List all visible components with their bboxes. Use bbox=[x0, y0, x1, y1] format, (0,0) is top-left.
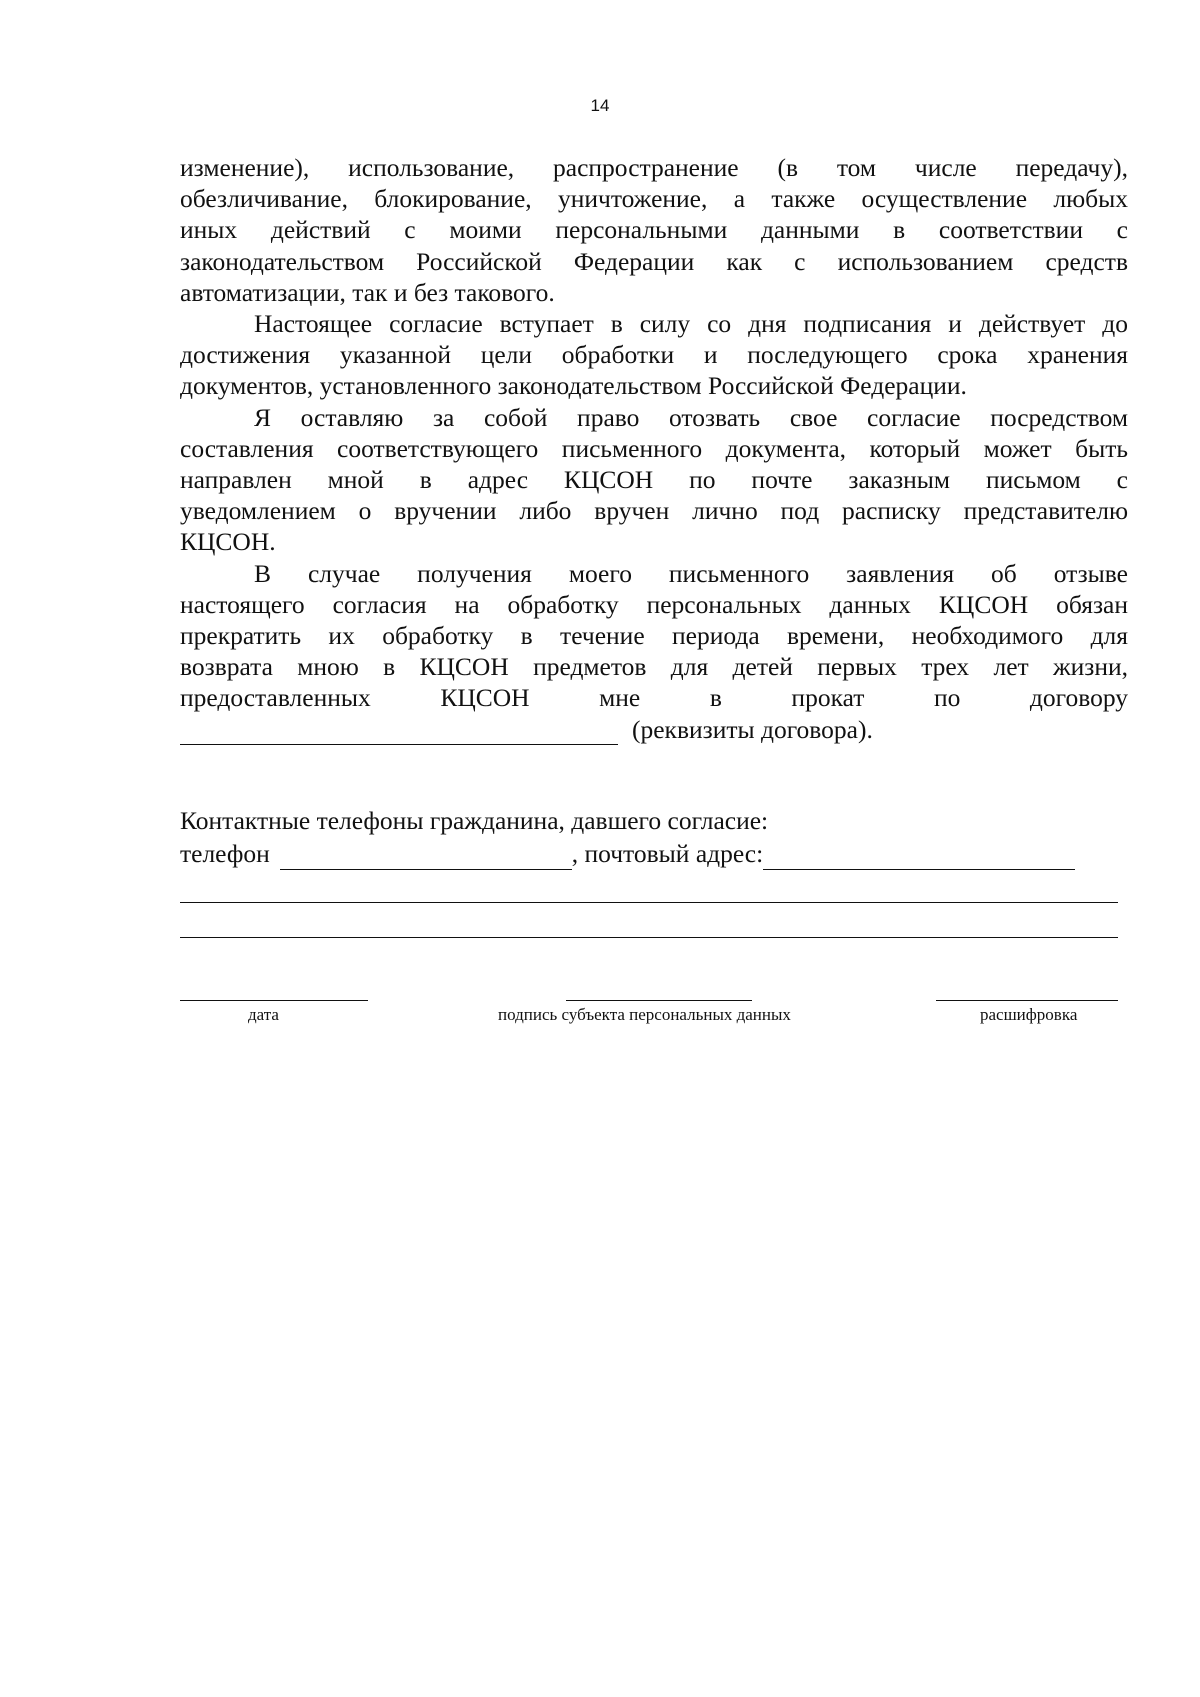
decoding-blank[interactable] bbox=[936, 1000, 1118, 1001]
contract-details-blank[interactable] bbox=[180, 720, 618, 745]
text-line: прекратить их обработку в течение периода времени, необходимого для bbox=[180, 621, 1128, 651]
address-blank[interactable] bbox=[763, 845, 1075, 870]
text-line: законодательством Российской Федерации как с использованием средств bbox=[180, 246, 1128, 276]
address-blank-line-3[interactable] bbox=[180, 937, 1118, 938]
text-line: документов, установленного законодательством Российской Федерации. bbox=[180, 371, 967, 401]
text-line: изменение), использование, распространение (в том числе передачу), bbox=[180, 153, 1128, 182]
paragraph-withdrawal bbox=[180, 402, 1128, 558]
text-line: Я оставляю за собой право отозвать свое согласие посредством bbox=[254, 402, 1128, 432]
phone-label: телефон bbox=[180, 839, 270, 868]
paragraph-termination bbox=[180, 558, 1128, 745]
text-line: иных действий с моими персональными данными в соответствии с bbox=[180, 215, 1128, 245]
phone-blank[interactable] bbox=[280, 845, 572, 870]
contacts-section bbox=[180, 804, 1128, 870]
text-line: Настоящее согласие вступает в силу со дня подписания и действует до bbox=[254, 309, 1128, 339]
address-blank-line-2[interactable] bbox=[180, 902, 1118, 903]
text-line: обезличивание, блокирование, уничтожение, а также осуществление любых bbox=[180, 184, 1128, 214]
contract-details-line bbox=[180, 714, 1128, 745]
paragraph-processing-actions bbox=[180, 152, 1128, 308]
contract-details-label: (реквизиты договора). bbox=[632, 714, 873, 744]
signature-blank[interactable] bbox=[566, 1000, 752, 1001]
text-line: КЦСОН. bbox=[180, 527, 276, 557]
document-body bbox=[180, 152, 1128, 745]
address-label: , почтовый адрес: bbox=[571, 839, 764, 868]
text-line: составления соответствующего письменного документа, который может быть bbox=[180, 433, 1128, 463]
decoding-label: расшифровка bbox=[980, 1005, 1078, 1024]
text-line: направлен мной в адрес КЦСОН по почте заказным письмом с bbox=[180, 465, 1128, 495]
contacts-heading: Контактные телефоны гражданина, давшего согласие: bbox=[180, 806, 769, 835]
text-line: В случае получения моего письменного заявления об отзыве bbox=[254, 558, 1128, 588]
text-line: предоставленных КЦСОН мне в прокат по договору bbox=[180, 683, 1128, 713]
page-number: 14 bbox=[590, 96, 610, 115]
date-blank[interactable] bbox=[180, 1000, 368, 1001]
text-line: возврата мною в КЦСОН предметов для детей первых трех лет жизни, bbox=[180, 652, 1128, 682]
date-label: дата bbox=[248, 1005, 279, 1024]
text-line: настоящего согласия на обработку персональных данных КЦСОН обязан bbox=[180, 589, 1128, 619]
text-line: автоматизации, так и без такового. bbox=[180, 277, 555, 307]
text-line: достижения указанной цели обработки и последующего срока хранения bbox=[180, 340, 1128, 370]
text-line: уведомлением о вручении либо вручен лично под расписку представителю bbox=[180, 496, 1128, 526]
paragraph-validity bbox=[180, 308, 1128, 402]
signature-label: подпись субъекта персональных данных bbox=[498, 1005, 791, 1024]
phone-address-line bbox=[180, 837, 1128, 870]
